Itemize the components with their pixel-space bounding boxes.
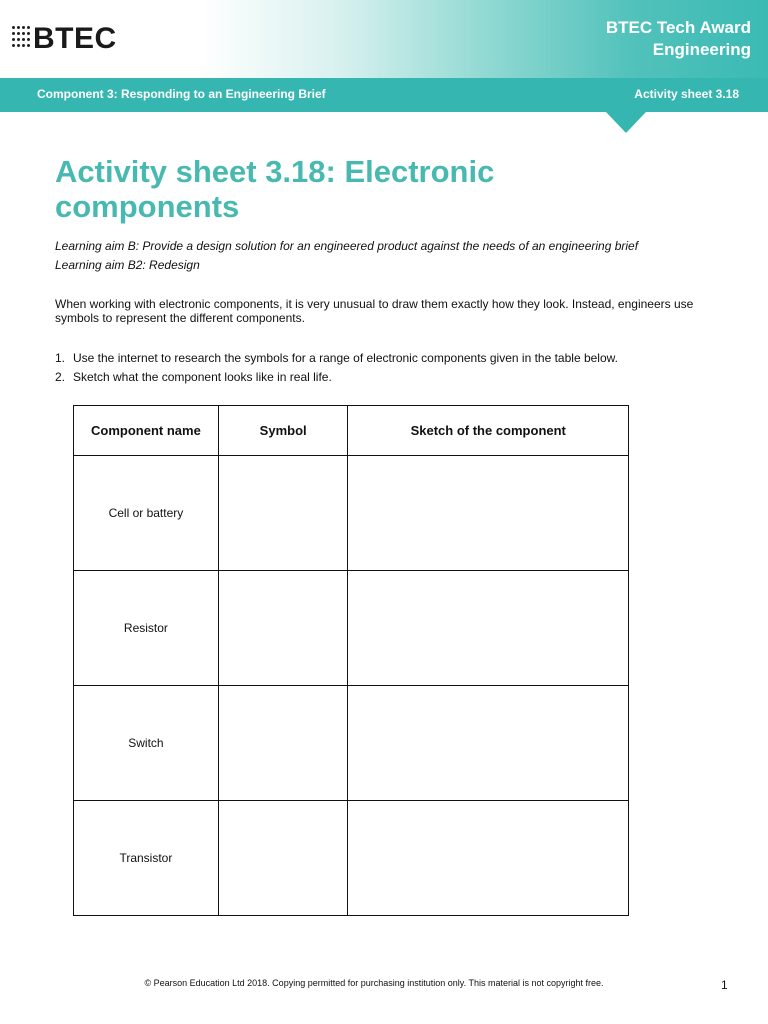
- components-table: [73, 405, 629, 916]
- table-row: [74, 571, 629, 686]
- logo-dots-icon: [12, 26, 32, 52]
- brand-line-1: BTEC Tech Award: [605, 18, 751, 37]
- page-title: [55, 154, 655, 224]
- instruction-text: Use the internet to research the symbols for a range of electronic components given in the table below.: [73, 351, 618, 365]
- logo-text: BTEC: [33, 22, 117, 55]
- learning-aim-b2: Learning aim B2: Redesign: [55, 258, 200, 272]
- component-title: Component 3: Responding to an Engineering Brief: [37, 87, 326, 101]
- symbol-cell[interactable]: [218, 686, 348, 801]
- table-row: [74, 801, 629, 916]
- instruction-item: [55, 349, 618, 368]
- instruction-number: 1.: [55, 351, 66, 365]
- table-header-row: [74, 406, 629, 456]
- instruction-number: 2.: [55, 370, 66, 384]
- activity-label: Activity sheet 3.18: [634, 87, 739, 101]
- brand-line-2: Engineering: [652, 40, 751, 59]
- component-name-cell: Transistor: [74, 801, 219, 916]
- title-line-1: Activity sheet 3.18: Electronic: [55, 154, 495, 189]
- symbol-cell[interactable]: [218, 801, 348, 916]
- btec-logo: [12, 22, 117, 56]
- instruction-text: Sketch what the component looks like in real life.: [73, 370, 332, 384]
- table-row: [74, 456, 629, 571]
- instruction-list: [55, 349, 618, 387]
- page-number: 1: [721, 978, 728, 992]
- learning-aim-b: Learning aim B: Provide a design solution for an engineered product against the needs of an engineering brief: [55, 239, 639, 253]
- component-name-cell: Switch: [74, 686, 219, 801]
- header-component-name: Component name: [74, 406, 219, 456]
- component-bar: [0, 78, 768, 112]
- header-symbol: Symbol: [218, 406, 348, 456]
- symbol-cell[interactable]: [218, 456, 348, 571]
- symbol-cell[interactable]: [218, 571, 348, 686]
- sketch-cell[interactable]: [348, 801, 629, 916]
- bar-notch: [606, 112, 646, 133]
- learning-aims: [55, 237, 638, 275]
- component-name-cell: Cell or battery: [74, 456, 219, 571]
- sketch-cell[interactable]: [348, 686, 629, 801]
- brand-title: [606, 17, 751, 61]
- component-name-cell: Resistor: [74, 571, 219, 686]
- copyright-footer: © Pearson Education Ltd 2018. Copying permitted for purchasing institution only. This material is not copyright free.: [144, 978, 604, 988]
- instruction-item: [55, 368, 618, 387]
- intro-paragraph: When working with electronic components, it is very unusual to draw them exactly how they look. Instead, engineers use symbols to represent the different components.: [55, 297, 694, 325]
- sketch-cell[interactable]: [348, 456, 629, 571]
- sketch-cell[interactable]: [348, 571, 629, 686]
- header-sketch: Sketch of the component: [348, 406, 629, 456]
- table-row: [74, 686, 629, 801]
- title-line-2: components: [55, 189, 240, 224]
